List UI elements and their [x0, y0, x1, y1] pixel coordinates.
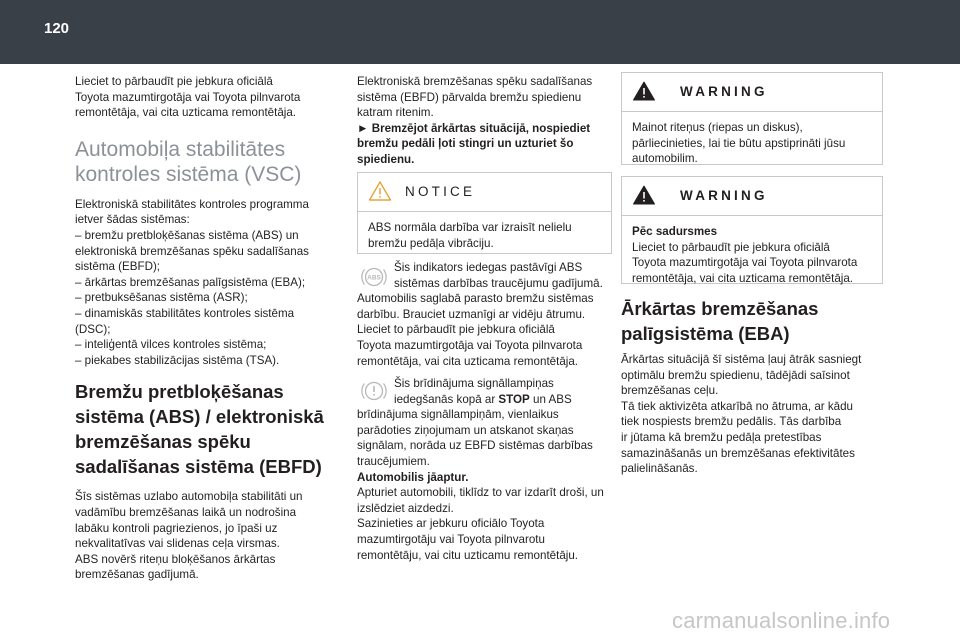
stop-paragraph: Apturiet automobili, tiklīdz to var izdarīt droši, un izslēdziet aizdedzi. Sazinieties ar jebkuru oficiālo Toyota mazumtirgotāju vai Toyota pilnvarotu remontētāju, vai citu uzticamu remontētāju. [357, 486, 604, 562]
warning-box-2 [621, 176, 883, 284]
ebfd-paragraph: Elektroniskā bremzēšanas spēku sadalīšanas sistēma (EBFD) pārvalda bremžu spiedienu katram ritenim. [357, 75, 593, 120]
indicator-1-paragraph: Automobilis saglabā parasto bremžu sistēmas darbību. Brauciet uzmanīgi ar vidēju ātrumu. Lieciet to pārbaudīt pie jebkura oficiālā Toyota mazumtirgotāja vai Toyota pilnvarota remontētāja, vai cita uzticama remontētāja. [357, 292, 594, 368]
warning-triangle-filled-icon [632, 184, 656, 206]
notice-title: NOTICE [405, 184, 476, 199]
eba-paragraph: Ārkārtas situācijā šī sistēma ļauj ātrāk sasniegt optimālu bremžu spiedienu, tādējādi saīsinot bremzēšanas ceļu. Tā tiek aktivizēta atkarībā no ātruma, ar kādu tiek nospiests bremžu pedālis. Tās darbība ir jūtama kā bremžu pedāļa pretestības samazināšanās un bremzēšanas efektivitātes palielināšanās. [621, 353, 862, 476]
stop-heading: Automobilis jāaptur. [357, 470, 469, 484]
intro-paragraph: Lieciet to pārbaudīt pie jebkura oficiālā Toyota mazumtirgotāja vai Toyota pilnvarota remontētāja, vai cita uzticama remontētāja. [75, 75, 301, 120]
indicator-2-paragraph: brīdinājuma signāllampiņām, vienlaikus parādoties ziņojumam un atskanot skaņas signālam, norāda uz EBFD sistēmas darbības traucējumiem. [357, 408, 593, 468]
stop-word: STOP [498, 392, 530, 406]
column-2 [357, 64, 617, 168]
warning-2-title: WARNING [680, 188, 768, 203]
vsc-paragraph: Elektroniskā stabilitātes kontroles programma ietver šādas sistēmas: – bremžu pretbloķēšanas sistēma (ABS) un elektroniskā bremzēšanas spēku sadalīšanas sistēma (EBFD); – ārkārtas bremzēšanas palīgsistēma (EBA); – pretbuksēšanas sistēma (ASR); – dinamiskās stabilitātes kontroles sistēma (DSC); – inteliģentā vilces kontroles sistēma; – piekabes stabilizācijas sistēma (TSA). [75, 197, 309, 367]
warning-box-1 [621, 72, 883, 165]
indicator-2-text-a: Šis brīdinājuma signāllampiņas iedegšanās kopā ar [394, 377, 554, 406]
warning-box-1-header [622, 73, 882, 112]
warning-box-2-header [622, 177, 882, 216]
eba-section [621, 296, 883, 477]
abs-paragraph: Šīs sistēmas uzlabo automobiļa stabilitāti un vadāmību bremzēšanas laikā un nodrošina labāku kontroli pagriezienos, jo īpaši uz nekvalitatīvas vai slidenas ceļa virsmas. ABS novērš riteņu bloķēšanos ārkārtas bremzēšanas gadījumā. [75, 490, 303, 582]
notice-box [357, 172, 612, 254]
warning-1-text: Mainot riteņus (riepas un diskus), pārliecinieties, lai tie būtu apstiprināti jūsu automobilim. [632, 121, 846, 166]
indicator-2-text-b: un ABS [529, 392, 572, 406]
column-1 [75, 64, 325, 583]
page-number: 120 [44, 20, 70, 37]
warning-2-text: Lieciet to pārbaudīt pie jebkura oficiālā Toyota mazumtirgotāja vai Toyota pilnvarota remontētāja, vai cita uzticama remontētāja. [632, 240, 858, 285]
indicator-2-block [357, 376, 617, 563]
indicator-1-block [357, 260, 617, 369]
watermark: carmanualsonline.info [672, 608, 891, 633]
indicator-1-intro: Šis indikators iedegas pastāvīgi ABS sistēmas darbības traucējumu gadījumā. [394, 261, 603, 290]
abs-icon-label: ABS [367, 274, 381, 282]
warning-2-subtitle: Pēc sadursmes [632, 225, 718, 238]
notice-box-header [358, 173, 611, 212]
indicator-2-intro [357, 376, 617, 407]
notice-text: ABS normāla darbība var izraisīt nelielu bremžu pedāļa vibrāciju. [368, 221, 572, 250]
warning-1-title: WARNING [680, 84, 768, 99]
warning-triangle-outline-icon [368, 180, 392, 202]
emergency-text: Bremzējot ārkārtas situācijā, nospiediet bremžu pedāli ļoti stingri un uzturiet šo spiedienu. [357, 121, 591, 166]
arrow-bullet-icon: ► [357, 121, 369, 135]
warning-triangle-filled-icon [632, 80, 656, 102]
abs-heading: Bremžu pretbloķēšanas sistēma (ABS) / elektroniskā bremzēšanas spēku sadalīšanas sistēma (EBFD) [75, 381, 324, 478]
vsc-heading: Automobiļa stabilitātes kontroles sistēma (VSC) [75, 137, 302, 186]
emergency-instruction [357, 121, 617, 168]
eba-heading: Ārkārtas bremzēšanas palīgsistēma (EBA) [621, 298, 819, 344]
page-header-bar [0, 0, 960, 64]
